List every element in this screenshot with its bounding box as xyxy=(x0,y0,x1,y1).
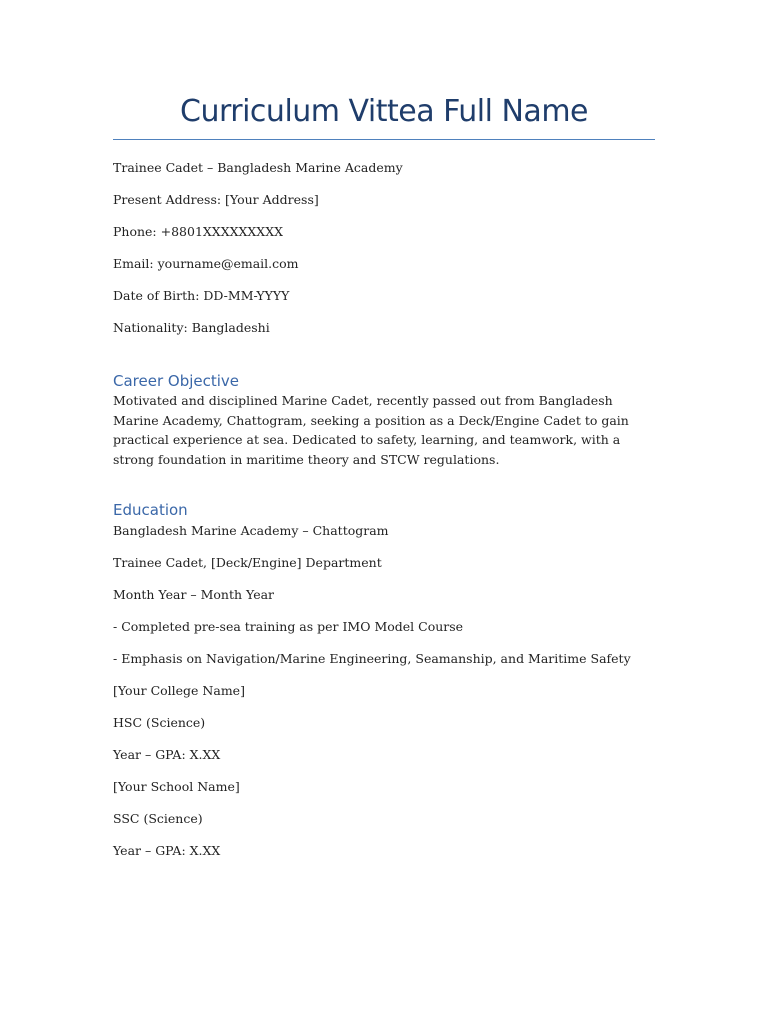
career-objective-heading: Career Objective xyxy=(113,372,240,390)
contact-dob: Date of Birth: DD-MM-YYYY xyxy=(113,288,290,303)
career-objective-text: Motivated and disciplined Marine Cadet, recently passed out from Bangladesh Marine Academy, Chattogram, seeking a position as a Deck/Engine Cadet to gain practical experience at sea. Dedicated to safety, learning, and teamwork, with a strong foundation in maritime theory and STCW regulations. xyxy=(113,393,629,467)
education-line: SSC (Science) xyxy=(113,811,203,826)
education-line: Year – GPA: X.XX xyxy=(113,747,221,762)
education-line: - Emphasis on Navigation/Marine Engineering, Seamanship, and Maritime Safety xyxy=(113,651,631,666)
education-heading: Education xyxy=(113,501,188,519)
title-divider xyxy=(113,139,655,140)
contact-nationality: Nationality: Bangladeshi xyxy=(113,320,270,335)
education-line: [Your College Name] xyxy=(113,683,245,698)
education-line: Trainee Cadet, [Deck/Engine] Department xyxy=(113,555,382,570)
education-line: Bangladesh Marine Academy – Chattogram xyxy=(113,523,389,538)
education-line: HSC (Science) xyxy=(113,715,206,730)
contact-phone: Phone: +8801XXXXXXXXX xyxy=(113,224,283,239)
contact-email: Email: yourname@email.com xyxy=(113,256,299,271)
education-line: [Your School Name] xyxy=(113,779,240,794)
contact-address: Present Address: [Your Address] xyxy=(113,192,319,207)
education-line: - Completed pre-sea training as per IMO Model Course xyxy=(113,619,464,634)
education-line: Month Year – Month Year xyxy=(113,587,275,602)
education-line: Year – GPA: X.XX xyxy=(113,843,221,858)
contact-role: Trainee Cadet – Bangladesh Marine Academy xyxy=(113,160,403,175)
document-title: Curriculum Vittea Full Name xyxy=(180,94,588,129)
